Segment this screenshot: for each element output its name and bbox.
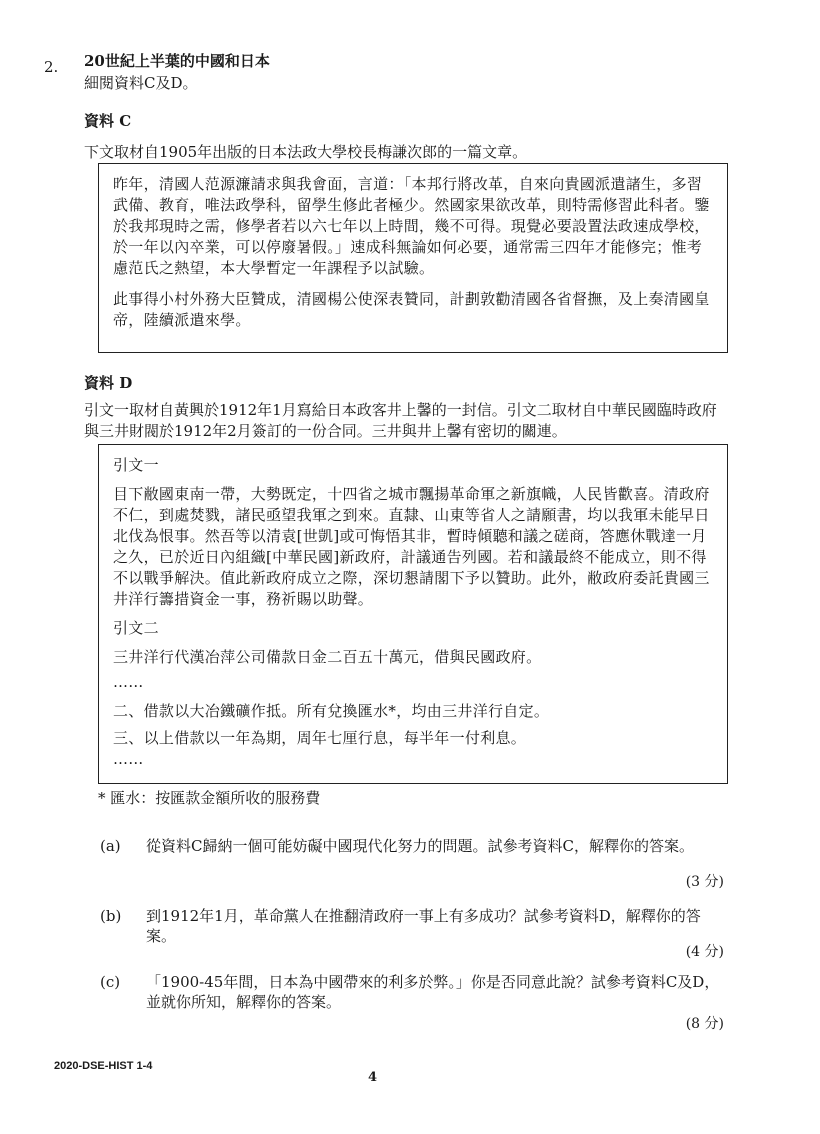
source-d-heading: 資料 D [84, 374, 133, 392]
source-d-intro: 引文一取材自黃興於1912年1月寫給日本政客井上馨的一封信。引文二取材自中華民國臨時政府與三井財閥於1912年2月簽訂的一份合同。三井與井上馨有密切的關連。 [84, 401, 717, 440]
source-c-intro: 下文取材自1905年出版的日本法政大學校長梅謙次郎的一篇文章。 [84, 143, 528, 161]
excerpt-2-label: 引文二 [113, 619, 159, 637]
source-c-box [98, 163, 728, 353]
sub-question-label: (b) [100, 907, 122, 925]
exam-paper-code: 2020-DSE-HIST 1-4 [54, 1060, 153, 1072]
sub-question-c [100, 972, 724, 1032]
sub-question-marks: (4 分) [685, 944, 724, 960]
sub-question-b [100, 906, 724, 960]
page-number: 4 [368, 1070, 378, 1085]
excerpt-2-item-3: 三、以上借款以一年為期，周年七厘行息，每半年一付利息。 [113, 729, 527, 747]
sub-question-marks: (3 分) [685, 874, 724, 890]
sub-question-label: (a) [100, 837, 121, 855]
sub-question-marks: (8 分) [685, 1016, 724, 1032]
sub-question-text: 「1900-45年間，日本為中國帶來的利多於弊。」你是否同意此說？試參考資料C及D，並就你所知，解釋你的答案。 [146, 973, 720, 1011]
source-d-box [98, 444, 728, 784]
excerpt-1-text: 目下敝國東南一帶，大勢既定，十四省之城市飄揚革命軍之新旗幟，人民皆歡喜。清政府不仁，到處焚戮，諸民亟望我軍之到來。直隸、山東等省人之請願書，均以我軍未能早日北伐為恨事。然吾等以清袁[世凱]或可悔悟其非，暫時傾聽和議之磋商，答應休戰達一月之久，已於近日內組織[中華民國]新政府，計議通告列國。若和議最終不能成立，則不得不以戰爭解決。值此新政府成立之際，深切懇請閣下予以贊助。此外，敝政府委託貴國三井洋行籌措資金一事，務祈賜以助聲。 [113, 485, 710, 608]
question-title: 20世紀上半葉的中國和日本 [84, 52, 270, 70]
excerpt-2-line-1: 三井洋行代漢冶萍公司備款日金二百五十萬元，借與民國政府。 [113, 648, 542, 666]
source-c-paragraph-1: 昨年，清國人范源濂請求與我會面，言道：「本邦行將改革，自來向貴國派遣諸生，多習武備、教育，唯法政學科，留學生修此者極少。然國家果欲改革，則特需修習此科者。鑒於我邦現時之需，修學者若以六七年以上時間，幾不可得。現覺必要設置法政速成學校，於一年以內卒業，可以停廢暑假。」速成科無論如何必要，通常需三四年才能修完；惟考慮范氏之熱望，本大學暫定一年課程予以試驗。 [113, 175, 710, 277]
question-number: 2. [44, 58, 59, 76]
excerpt-2-ellipsis-2: …… [113, 750, 144, 768]
excerpt-2-ellipsis-1: …… [113, 673, 144, 691]
sub-question-text: 到1912年1月，革命黨人在推翻清政府一事上有多成功？試參考資料D，解釋你的答案。 [146, 907, 701, 945]
excerpt-2-item-2: 二、借款以大冶鐵礦作抵。所有兌換匯水*，均由三井洋行自定。 [113, 702, 550, 720]
footnote: * 匯水：按匯款金額所收的服務費 [98, 789, 321, 807]
excerpt-1-label: 引文一 [113, 456, 159, 474]
source-c-paragraph-2: 此事得小村外務大臣贊成，清國楊公使深表贊同，計劃敦勸清國各省督撫，及上奏清國皇帝，陸續派遣來學。 [113, 290, 710, 329]
source-c-heading: 資料 C [84, 112, 132, 130]
sub-question-label: (c) [100, 973, 121, 991]
question-instruction: 細閱資料C及D。 [84, 74, 198, 92]
sub-question-text: 從資料C歸納一個可能妨礙中國現代化努力的問題。試參考資料C，解釋你的答案。 [146, 837, 694, 855]
sub-question-a [100, 836, 724, 890]
